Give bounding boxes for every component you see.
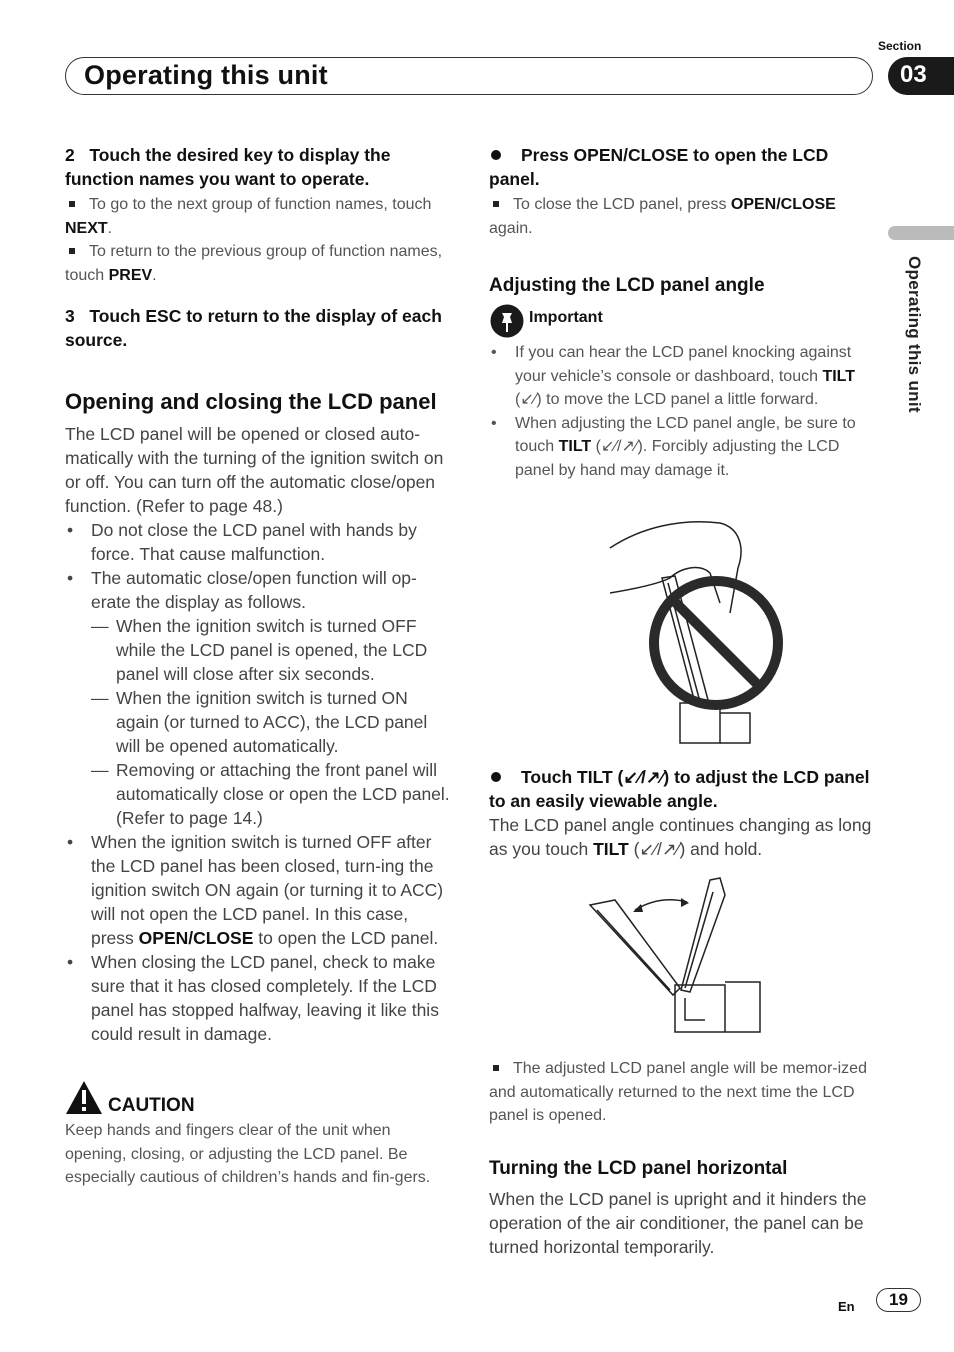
important-item: • If you can hear the LCD panel knocking against your vehicle’s console or dashboard, touch TILT (↙∕) to move the LCD panel a little forward. [491, 344, 856, 408]
horizontal-paragraph: When the LCD panel is upright and it hinders the operation of the air conditioner, the panel can be turned horizontal temporarily. [489, 1189, 867, 1257]
heading-horizontal: Turning the LCD panel horizontal [489, 1158, 788, 1179]
page-number: 19 [876, 1288, 921, 1312]
note-prev: To return to the previous group of function names, touch PREV. [65, 243, 443, 284]
dash-item: — Removing or attaching the front panel will automatically close or open the LCD panel. (Refer to page 14.) [91, 760, 450, 828]
section-label: Section [878, 39, 922, 53]
note-next: To go to the next group of function names, touch NEXT. [65, 196, 432, 237]
page-title: Operating this unit [84, 60, 328, 90]
tilt-section [489, 765, 873, 861]
bullet-item: • The automatic close/open function will op-erate the display as follows. [67, 568, 417, 612]
step-2: 2 Touch the desired key to display the function names you want to operate. [65, 145, 391, 189]
heading-opening-closing: Opening and closing the LCD panel [65, 389, 437, 414]
important-list [489, 341, 873, 482]
square-bullet-icon [493, 1065, 499, 1071]
dash-item: — When the ignition switch is turned OFF while the LCD panel is opened, the LCD panel will close after six seconds. [91, 616, 428, 684]
caution-text: Keep hands and fingers clear of the unit when opening, closing, or adjusting the LCD panel. Be especially cautious of children’s hands and fin-gers. [65, 1122, 431, 1186]
bullet-item: • When closing the LCD panel, check to make sure that it has closed completely. If the LCD panel has stopped halfway, leaving it like this could result in damage. [67, 952, 439, 1044]
square-bullet-icon [493, 201, 499, 207]
important-pin-icon [489, 304, 525, 338]
no-manual-adjust-illustration [600, 518, 790, 746]
tilt-angle-illustration [585, 870, 765, 1035]
heading-adjusting-angle: Adjusting the LCD panel angle [489, 275, 765, 296]
memorized-note: The adjusted LCD panel angle will be memor-ized and automatically returned to the next time the LCD panel is opened. [489, 1060, 867, 1124]
square-bullet-icon [69, 201, 75, 207]
dash-item: — When the ignition switch is turned ON again (or turned to ACC), the LCD panel will be opened automatically. [91, 688, 428, 756]
press-open-close-step: Press OPEN/CLOSE to open the LCD panel. [489, 145, 829, 189]
square-bullet-icon [69, 248, 75, 254]
caution-title: CAUTION [108, 1095, 195, 1116]
intro-paragraph: The LCD panel will be opened or closed auto-matically with the turning of the ignition switch on or off. You can turn off the automatic close/open function. (Refer to page 48.) [65, 424, 444, 516]
step-3: 3 Touch ESC to return to the display of each source. [65, 306, 442, 350]
side-label: Operating this unit [905, 256, 924, 413]
round-bullet-icon [491, 150, 501, 160]
important-label: Important [529, 309, 603, 326]
important-item: • When adjusting the LCD panel angle, be sure to touch TILT (↙∕/↗∕). Forcibly adjusting the LCD panel by hand may damage it. [491, 414, 856, 479]
round-bullet-icon [491, 772, 501, 782]
press-note: To close the LCD panel, press OPEN/CLOSE again. [489, 196, 836, 237]
bullet-item: • When the ignition switch is turned OFF after the LCD panel has been closed, turn-ing the ignition switch ON again (or turning it to ACC) will not open the LCD panel. In this case, press OPEN/CLOSE to open the LCD panel. [67, 832, 444, 948]
right-column [489, 143, 873, 300]
left-column [65, 143, 453, 1046]
caution-icon [65, 1080, 103, 1115]
bullet-item: • Do not close the LCD panel with hands by force. That cause malfunction. [67, 520, 417, 564]
touch-tilt-step: Touch TILT (↙∕/↗∕) to adjust the LCD panel to an easily viewable angle. [489, 767, 870, 811]
language-label: En [838, 1299, 855, 1314]
side-tab [888, 226, 954, 240]
tilt-paragraph: The LCD panel angle continues changing as long as you touch TILT (↙∕/↗∕) and hold. [489, 815, 872, 859]
section-number-badge: 03 [888, 57, 954, 95]
